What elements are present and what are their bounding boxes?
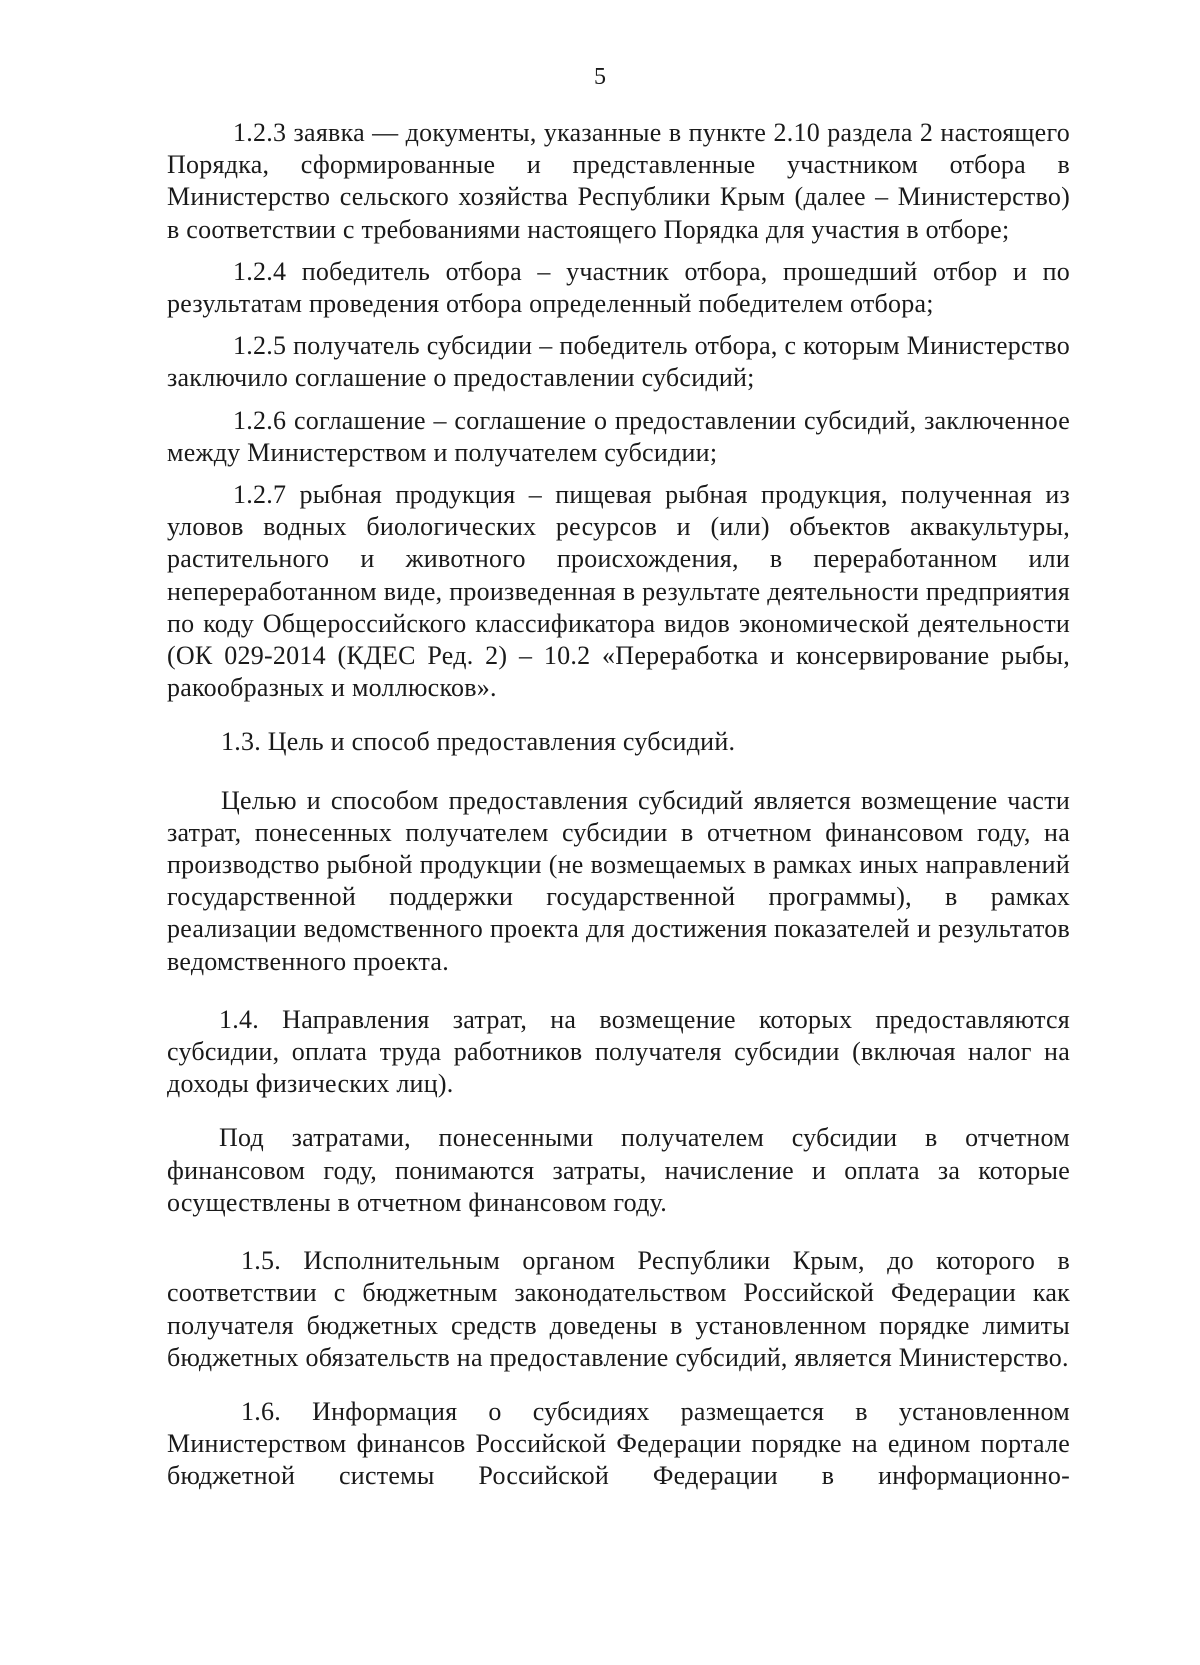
paragraph-1-6: 1.6. Информация о субсидиях размещается в установленном Министерством финансов Российской Федерации порядке на едином портале бюджетной системы Российской Федерации в информационно- xyxy=(167,1396,1070,1491)
paragraph-1-2-6: 1.2.6 соглашение – соглашение о предоставлении субсидий, заключенное между Министерством и получателем субсидии; xyxy=(167,405,1070,467)
paragraph-1-2-4: 1.2.4 победитель отбора – участник отбора, прошедший отбор и по результатам проведения отбора определенный победителем отбора; xyxy=(167,256,1070,319)
paragraph-1-3-body: Целью и способом предоставления субсидий является возмещение части затрат, понесенных получателем субсидии в отчетном финансовом году, на производство рыбной продукции (не возмещаемых в рамках иных направлений государственной поддержки государственной программы), в рамках реализации ведомственного проекта для достижения показателей и результатов ведомственного проекта. xyxy=(167,785,1070,976)
paragraph-1-5: 1.5. Исполнительным органом Республики Крым, до которого в соответствии с бюджетным законодательством Российской Федерации как получателя бюджетных средств доведены в установленном порядке лимиты бюджетных обязательств на предоставление субсидий, является Министерство. xyxy=(167,1246,1070,1372)
paragraph-1-3-heading: 1.3. Цель и способ предоставления субсидий. xyxy=(221,727,736,757)
page-number: 5 xyxy=(594,64,606,90)
paragraph-1-2-5: 1.2.5 получатель субсидии – победитель отбора, с которым Министерство заключило соглашение о предоставлении субсидий; xyxy=(167,331,1070,393)
document-body xyxy=(167,117,1070,1493)
paragraph-1-4: 1.4. Направления затрат, на возмещение которых предоставляются субсидии, оплата труда работников получателя субсидии (включая налог на доходы физических лиц). xyxy=(167,1004,1070,1099)
paragraph-1-2-3: 1.2.3 заявка — документы, указанные в пункте 2.10 раздела 2 настоящего Порядка, сформированные и представленные участником отбора в Министерство сельского хозяйства Республики Крым (далее – Министерство) в соответствии с требованиями настоящего Порядка для участия в отборе; xyxy=(167,118,1070,244)
paragraph-1-4-costs: Под затратами, понесенными получателем субсидии в отчетном финансовом году, понимаются затраты, начисление и оплата за которые осуществлены в отчетном финансовом году. xyxy=(167,1123,1070,1217)
paragraph-1-2-7: 1.2.7 рыбная продукция – пищевая рыбная продукция, полученная из уловов водных биологических ресурсов и (или) объектов аквакультуры, растительного и животного происхождения, в переработанном или непереработанном виде, произведенная в результате деятельности предприятия по коду Общероссийского классификатора видов экономической деятельности (ОК 029-2014 (КДЕС Ред. 2) – 10.2 «Переработка и консервирование рыбы, ракообразных и моллюсков». xyxy=(167,480,1070,703)
